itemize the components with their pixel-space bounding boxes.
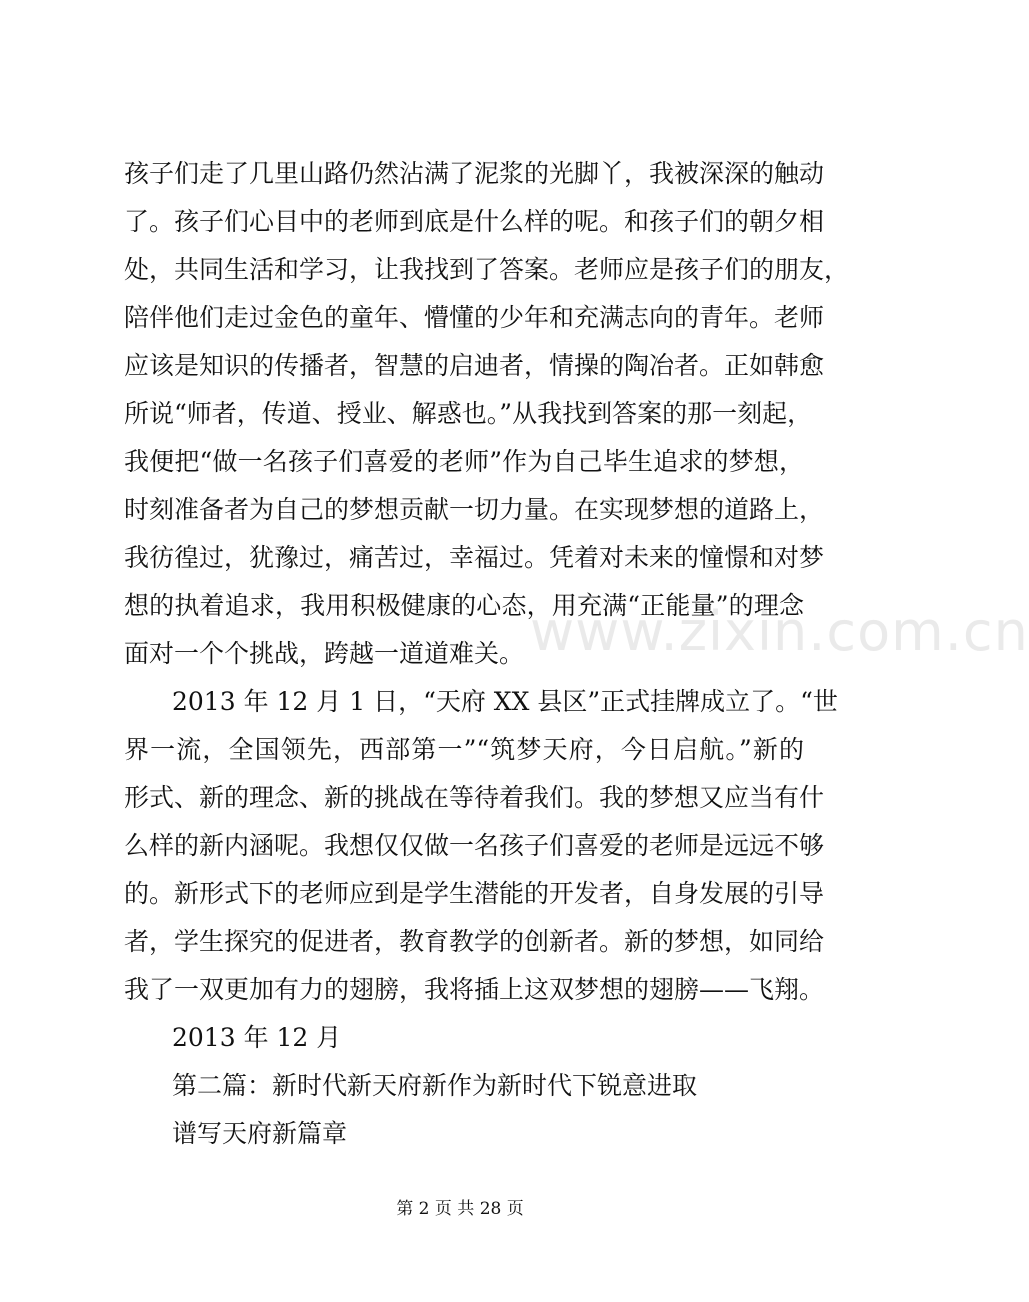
paragraph-2-line-3: 形式、新的理念、新的挑战在等待着我们。我的梦想又应当有什 (124, 783, 825, 812)
paragraph-2-line-2: 界一流，全国领先，西部第一”“筑梦天府，今日启航。”新的 (124, 735, 804, 764)
paragraph-1-line-8: 时刻准备者为自己的梦想贡献一切力量。在实现梦想的道路上， (124, 495, 825, 524)
date-line: 2013 年 12 月 (172, 1023, 342, 1052)
paragraph-1-line-9: 我彷徨过，犹豫过，痛苦过，幸福过。凭着对未来的憧憬和对梦 (124, 543, 825, 572)
paragraph-1-line-2: 了。孩子们心目中的老师到底是什么样的呢。和孩子们的朝夕相 (124, 207, 825, 236)
paragraph-1-line-4: 陪伴他们走过金色的童年、懵懂的少年和充满志向的青年。老师 (124, 303, 825, 332)
paragraph-2-line-7: 我了一双更加有力的翅膀，我将插上这双梦想的翅膀——飞翔。 (124, 975, 825, 1004)
watermark: www.zixin.com.cn (530, 600, 1029, 663)
paragraph-2-line-4: 么样的新内涵呢。我想仅仅做一名孩子们喜爱的老师是远远不够 (124, 831, 825, 860)
document-body (124, 150, 850, 1158)
paragraph-1-line-1: 孩子们走了几里山路仍然沾满了泥浆的光脚丫，我被深深的触动 (124, 159, 825, 188)
section-heading-line-1: 第二篇：新时代新天府新作为新时代下锐意进取 (172, 1071, 698, 1100)
paragraph-1-line-11: 面对一个个挑战，跨越一道道难关。 (124, 639, 525, 668)
paragraph-2-line-6: 者，学生探究的促进者，教育教学的创新者。新的梦想，如同给 (124, 927, 825, 956)
paragraph-1-line-7: 我便把“做一名孩子们喜爱的老师”作为自己毕生追求的梦想， (124, 447, 804, 476)
paragraph-1-line-6: 所说“师者，传道、授业、解惑也。”从我找到答案的那一刻起， (124, 399, 813, 428)
paragraph-2-line-1: 2013 年 12 月 1 日，“天府 XX 县区”正式挂牌成立了。“世 (172, 687, 838, 716)
section-heading-line-2: 谱写天府新篇章 (172, 1119, 348, 1148)
paragraph-2-line-5: 的。新形式下的老师应到是学生潜能的开发者，自身发展的引导 (124, 879, 825, 908)
page-number-footer: 第 2 页 共 28 页 (396, 1199, 524, 1219)
paragraph-1-line-10: 想的执着追求，我用积极健康的心态，用充满“正能量”的理念 (124, 591, 804, 620)
paragraph-1-line-5: 应该是知识的传播者，智慧的启迪者，情操的陶冶者。正如韩愈 (124, 351, 825, 380)
paragraph-1-line-3: 处，共同生活和学习，让我找到了答案。老师应是孩子们的朋友， (124, 255, 850, 284)
